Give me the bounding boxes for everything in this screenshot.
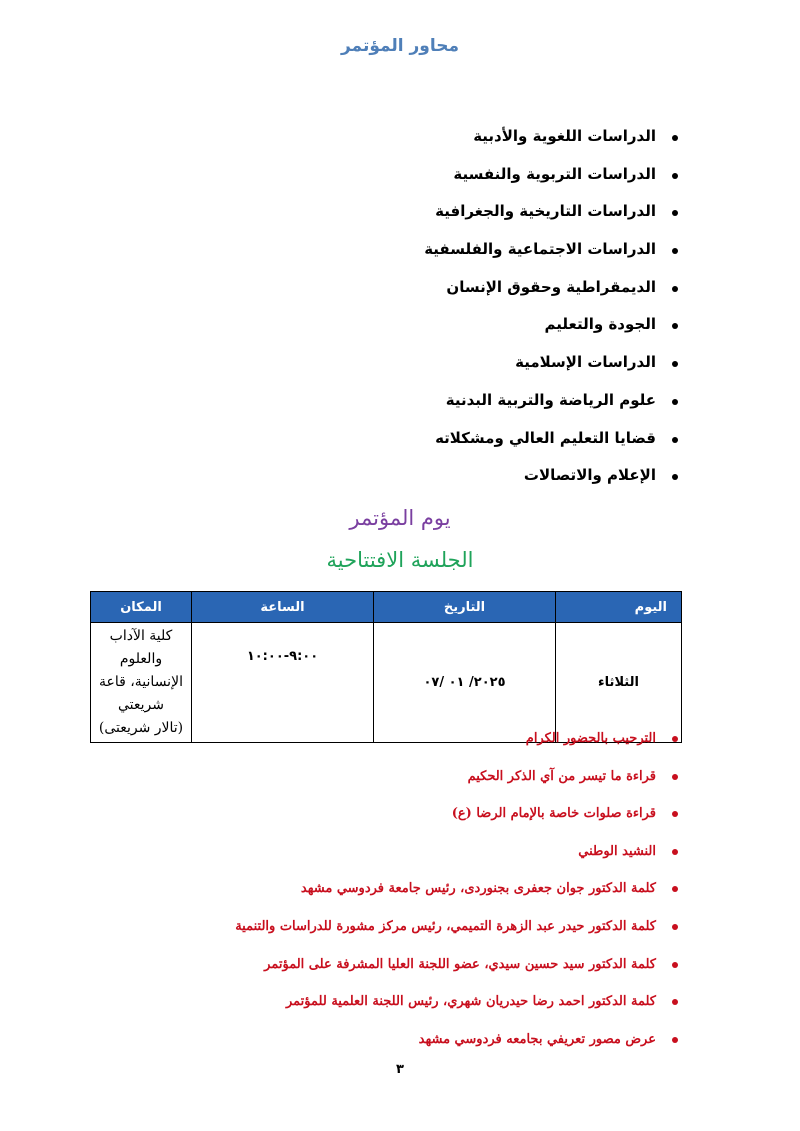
program-item: كلمة الدكتور حيدر عبد الزهرة التميمي، رئيس مركز مشورة للدراسات والتنمية xyxy=(235,908,682,946)
program-list xyxy=(235,720,682,1058)
program-item: قراءة ما تيسر من آي الذكر الحكيم xyxy=(235,758,682,796)
place-line: كلية الآداب والعلوم xyxy=(109,628,173,667)
list-item: الدراسات التربوية والنفسية xyxy=(424,156,682,194)
list-item: الدراسات التاريخية والجغرافية xyxy=(424,193,682,231)
place-line: (تالار شريعتى) xyxy=(98,720,184,736)
header-date: التاريخ xyxy=(374,592,556,623)
list-item: الديمقراطية وحقوق الإنسان xyxy=(424,269,682,307)
list-item: الدراسات اللغوية والأدبية xyxy=(424,118,682,156)
opening-session-title: الجلسة الافتتاحية xyxy=(326,548,474,572)
program-item: النشيد الوطني xyxy=(235,833,682,871)
axes-list xyxy=(424,118,682,495)
time-value: ٩:٠٠-١٠:٠٠ xyxy=(246,649,319,664)
program-item: كلمة الدكتور سيد حسين سيدي، عضو اللجنة العليا المشرفة على المؤتمر xyxy=(235,946,682,984)
axes-title: محاور المؤتمر xyxy=(340,36,460,56)
conference-day-title: يوم المؤتمر xyxy=(349,506,451,530)
place-line: الإنسانية، قاعة شريعتي xyxy=(99,674,183,713)
program-item: كلمة الدكتور جوان جعفرى بجنوردى، رئيس جامعة فردوسي مشهد xyxy=(235,870,682,908)
program-item: الترحيب بالحضور الكرام xyxy=(235,720,682,758)
page-number: ٣ xyxy=(396,1062,404,1077)
list-item: علوم الرياضة والتربية البدنية xyxy=(424,382,682,420)
program-item: قراءة صلوات خاصة بالإمام الرضا (ع) xyxy=(235,795,682,833)
list-item: الجودة والتعليم xyxy=(424,306,682,344)
date-value: ٢٠٢٥/ ٠١ /٠٧ xyxy=(423,675,506,690)
header-place: المكان xyxy=(91,592,192,623)
list-item: قضايا التعليم العالي ومشكلاته xyxy=(424,420,682,458)
table-header-row xyxy=(91,592,682,623)
list-item: الدراسات الإسلامية xyxy=(424,344,682,382)
program-item: كلمة الدكتور احمد رضا حيدريان شهري، رئيس اللجنة العلمية للمؤتمر xyxy=(235,983,682,1021)
cell-day: الثلاثاء xyxy=(556,623,682,743)
list-item: الإعلام والاتصالات xyxy=(424,457,682,495)
list-item: الدراسات الاجتماعية والفلسفية xyxy=(424,231,682,269)
program-item: عرض مصور تعريفي بجامعه فردوسي مشهد xyxy=(235,1021,682,1059)
header-time: الساعة xyxy=(192,592,374,623)
cell-place xyxy=(91,623,192,743)
header-day: اليوم xyxy=(556,592,682,623)
